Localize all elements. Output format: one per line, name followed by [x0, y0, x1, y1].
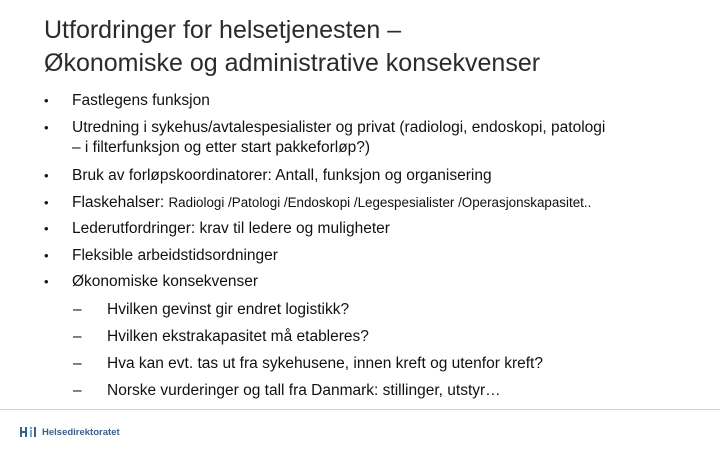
sub-bullet-text: Norske vurderinger og tall fra Danmark: stillinger, utstyr…: [107, 382, 501, 399]
sub-bullet-text: Hvilken gevinst gir endret logistikk?: [107, 301, 350, 318]
bullet-list: [44, 88, 704, 296]
bullet-dot: •: [44, 221, 49, 236]
sub-bullet-dash: –: [73, 355, 82, 372]
bullet-item: [44, 88, 704, 115]
bullet-text: Bruk av forløpskoordinatorer: Antall, funksjon og organisering: [72, 167, 492, 184]
slide-title-line-2: Økonomiske og administrative konsekvenser: [44, 49, 541, 77]
bullet-continuation-text: – i filterfunksjon og etter start pakkeforløp?): [72, 139, 371, 156]
sub-bullet-dash: –: [73, 328, 82, 345]
bullet-text: Økonomiske konsekvenser: [72, 273, 259, 290]
bullet-dot: •: [44, 93, 49, 108]
bullet-small-text: Radiologi /Patologi /Endoskopi /Legespesialister /Operasjonskapasitet..: [168, 194, 592, 210]
bullet-dot: •: [44, 247, 49, 263]
sub-bullet-dash: –: [73, 382, 82, 399]
sub-bullet-item: [73, 296, 693, 323]
sub-bullet-dash: –: [73, 301, 82, 318]
bullet-item: [44, 243, 704, 270]
bullet-dot: •: [44, 274, 49, 289]
sub-bullet-list: [73, 296, 693, 404]
sub-bullet-item: [73, 377, 693, 404]
bullet-item: [44, 269, 704, 296]
bullet-item: [44, 190, 704, 217]
logo-text: Helsedirektoratet: [42, 426, 120, 438]
bullet-text: Fastlegens funksjon: [72, 92, 210, 109]
bullet-item: [44, 163, 704, 190]
sub-bullet-text: Hva kan evt. tas ut fra sykehusene, innen kreft og utenfor kreft?: [107, 355, 543, 372]
sub-bullet-item: [73, 323, 693, 350]
helsedirektoratet-logo-icon: [20, 426, 38, 438]
footer-divider: [0, 409, 720, 410]
bullet-text: Lederutfordringer: krav til ledere og muligheter: [72, 220, 390, 237]
bullet-lead-text: Flaskehalser:: [72, 193, 165, 211]
helsedirektoratet-logo: [20, 426, 120, 438]
bullet-item: [44, 216, 704, 243]
bullet-dot: •: [44, 194, 49, 210]
slide-title: [44, 14, 694, 80]
slide-title-line-1: Utfordringer for helsetjenesten –: [44, 16, 402, 44]
bullet-item: [44, 115, 704, 160]
bullet-dot: •: [44, 119, 49, 135]
bullet-text: Fleksible arbeidstidsordninger: [72, 246, 278, 264]
bullet-text: Utredning i sykehus/avtalespesialister og privat (radiologi, endoskopi, patologi: [72, 118, 606, 136]
bullet-dot: •: [44, 168, 49, 183]
sub-bullet-item: [73, 350, 693, 377]
sub-bullet-text: Hvilken ekstrakapasitet må etableres?: [107, 328, 369, 345]
